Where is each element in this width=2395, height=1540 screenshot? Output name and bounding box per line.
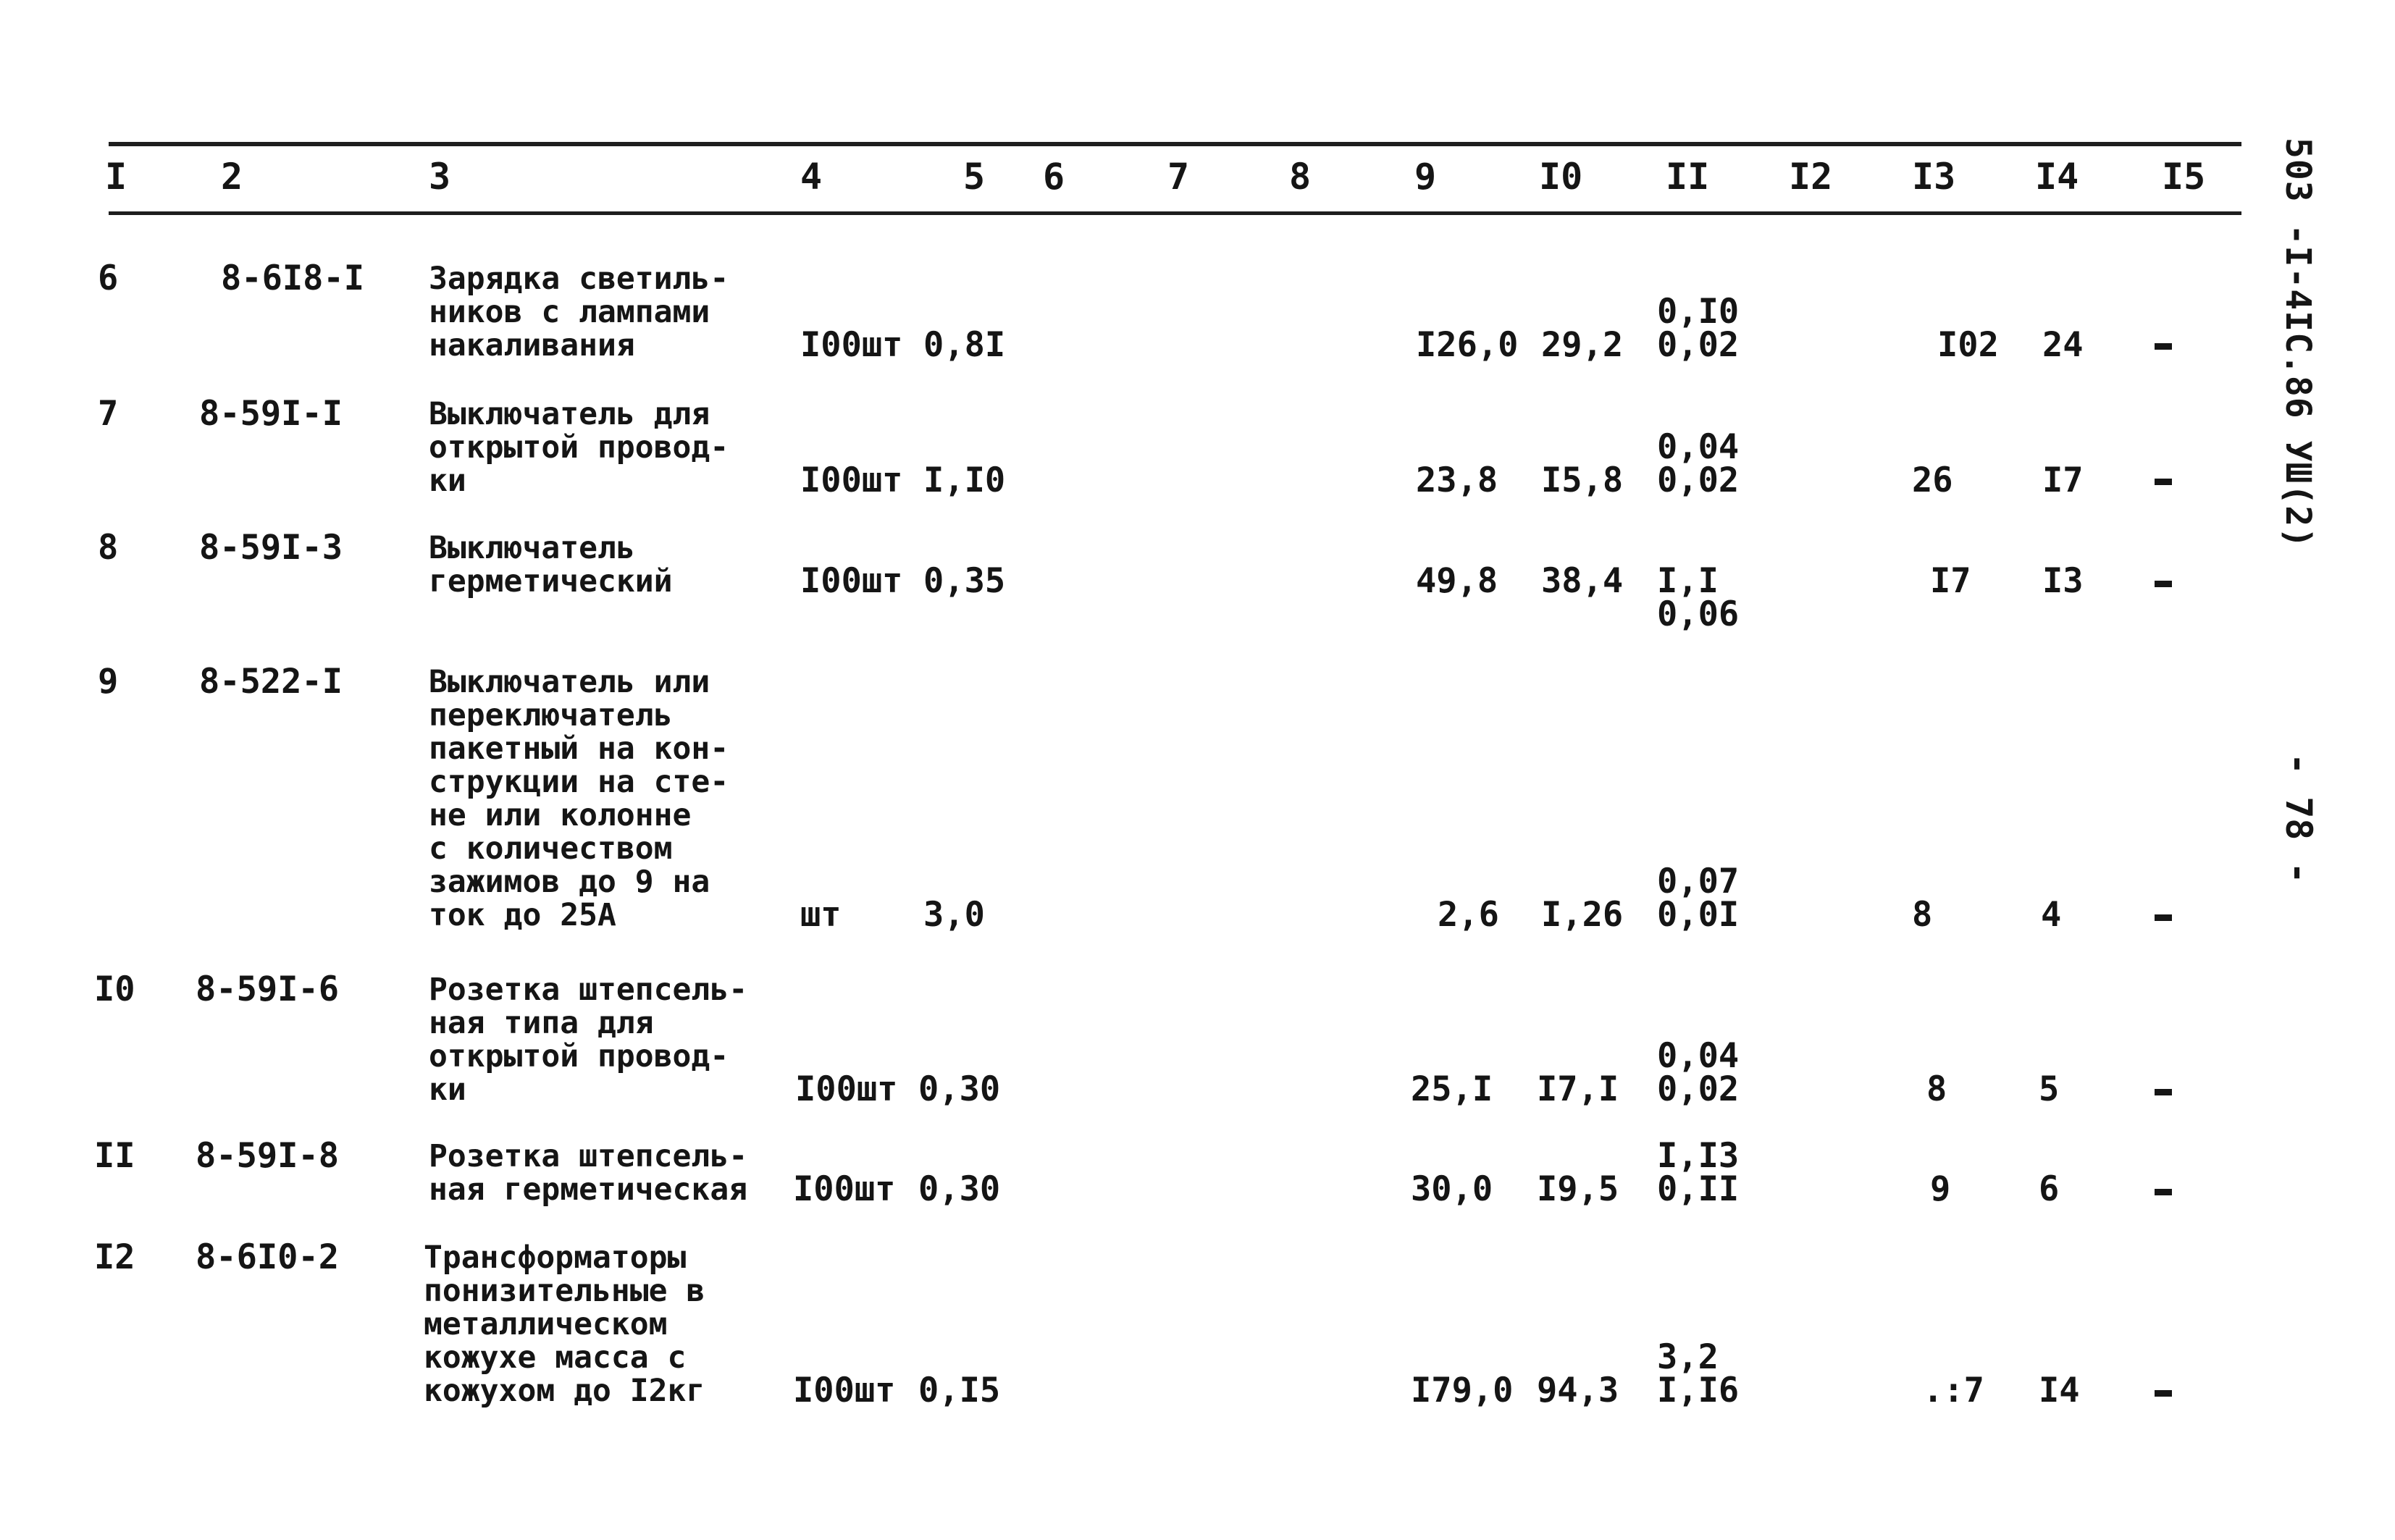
work-description: Розетка штепсель- ная типа для открытой провод- ки <box>429 972 748 1108</box>
col-header-12: I2 <box>1789 156 1833 198</box>
col-10-value: 38,4 <box>1541 561 1624 601</box>
col-14-value: 5 <box>2039 1069 2060 1109</box>
row-number: 7 <box>98 394 119 434</box>
col-11-fraction: 0,07 0,0I <box>1657 862 1740 935</box>
col-header-14: I4 <box>2035 156 2079 198</box>
rate-code: 8-59I-I <box>199 394 343 434</box>
col-11-fraction: 0,I0 0,02 <box>1657 292 1740 365</box>
quantity: 0,35 <box>923 561 1006 601</box>
document-code: 503 -I-4IC.86 УШ(2) <box>2278 138 2318 550</box>
col-13-value: 8 <box>1912 895 1933 935</box>
work-description: Выключатель или переключатель пакетный на кон- струкции на сте- не или колонне с количеством зажимов до 9 на ток до 25А <box>429 664 729 933</box>
col-10-value: I9,5 <box>1537 1169 1619 1209</box>
col-header-10: I0 <box>1539 156 1583 198</box>
quantity: 0,8I <box>923 325 1006 365</box>
row-number: 9 <box>98 662 119 702</box>
col-header-7: 7 <box>1167 156 1190 198</box>
unit: шт <box>800 895 842 935</box>
col-11-fraction: 0,04 0,02 <box>1657 427 1740 500</box>
table-top-rule <box>109 142 2241 146</box>
quantity: 0,30 <box>918 1169 1001 1209</box>
col-15-dash <box>2155 1089 2172 1095</box>
table-row <box>0 1137 2260 1224</box>
col-10-value: I5,8 <box>1541 460 1624 500</box>
col-header-4: 4 <box>800 156 823 198</box>
unit: I00шт <box>795 1069 898 1109</box>
col-11-fraction: 0,04 0,02 <box>1657 1036 1740 1109</box>
col-10-value: I7,I <box>1537 1069 1619 1109</box>
col-14-value: I3 <box>2042 561 2084 601</box>
row-number: 6 <box>98 258 119 298</box>
header-bottom-rule <box>109 211 2241 215</box>
col-9-value: 30,0 <box>1411 1169 1493 1209</box>
quantity: I,I0 <box>923 460 1006 500</box>
col-header-11: II <box>1666 156 1710 198</box>
unit: I00шт <box>800 460 903 500</box>
col-15-dash <box>2155 479 2172 485</box>
col-13-value: 8 <box>1926 1069 1947 1109</box>
quantity: 0,I5 <box>918 1371 1001 1410</box>
col-14-value: I4 <box>2039 1371 2080 1410</box>
col-13-value: I02 <box>1937 325 1999 365</box>
col-13-value: I7 <box>1930 561 1971 601</box>
unit: I00шт <box>800 325 903 365</box>
row-number: II <box>94 1136 135 1176</box>
unit: I00шт <box>793 1169 896 1209</box>
col-header-2: 2 <box>221 156 243 198</box>
table-row <box>0 1238 2260 1426</box>
col-9-value: I79,0 <box>1411 1371 1514 1410</box>
col-14-value: 24 <box>2042 325 2084 365</box>
quantity: 3,0 <box>923 895 985 935</box>
col-13-value: 9 <box>1930 1169 1951 1209</box>
col-15-dash <box>2155 343 2172 350</box>
work-description: Выключатель для открытой провод- ки <box>429 396 729 499</box>
col-10-value: 94,3 <box>1537 1371 1619 1410</box>
rate-code: 8-6I8-I <box>221 258 365 298</box>
table-row <box>0 662 2260 945</box>
col-15-dash <box>2155 581 2172 587</box>
col-header-3: 3 <box>429 156 451 198</box>
row-number: I0 <box>94 969 135 1009</box>
work-description: Выключатель герметический <box>429 530 673 599</box>
col-9-value: I26,0 <box>1416 325 1519 365</box>
col-9-value: 49,8 <box>1416 561 1498 601</box>
col-header-15: I5 <box>2162 156 2206 198</box>
col-13-value: 26 <box>1912 460 1953 500</box>
col-header-9: 9 <box>1414 156 1437 198</box>
page-number: - 78 - <box>2278 753 2320 884</box>
col-header-1: I <box>105 156 127 198</box>
work-description: Зарядка светиль- ников с лампами накаливания <box>429 261 729 363</box>
rate-code: 8-522-I <box>199 662 343 702</box>
col-header-13: I3 <box>1912 156 1956 198</box>
table-row <box>0 259 2260 368</box>
col-15-dash <box>2155 1189 2172 1195</box>
table-row <box>0 529 2260 637</box>
col-10-value: 29,2 <box>1541 325 1624 365</box>
col-header-6: 6 <box>1043 156 1065 198</box>
quantity: 0,30 <box>918 1069 1001 1109</box>
rate-code: 8-6I0-2 <box>196 1237 340 1277</box>
table-row <box>0 395 2260 503</box>
work-description: Розетка штепсель- ная герметическая <box>429 1138 748 1208</box>
col-13-value: .:7 <box>1923 1371 1984 1410</box>
col-11-fraction: 3,2 I,I6 <box>1657 1337 1740 1410</box>
unit: I00шт <box>800 561 903 601</box>
col-15-dash <box>2155 1390 2172 1397</box>
col-9-value: 2,6 <box>1438 895 1499 935</box>
rate-code: 8-59I-8 <box>196 1136 340 1176</box>
col-9-value: 23,8 <box>1416 460 1498 500</box>
col-14-value: 6 <box>2039 1169 2060 1209</box>
row-number: I2 <box>94 1237 135 1277</box>
unit: I00шт <box>793 1371 896 1410</box>
col-9-value: 25,I <box>1411 1069 1493 1109</box>
col-14-value: I7 <box>2042 460 2084 500</box>
col-11-fraction: I,I 0,06 <box>1657 561 1740 634</box>
row-number: 8 <box>98 528 119 568</box>
work-description: Трансформаторы понизительные в металлическом кожухе масса с кожухом до I2кг <box>424 1240 705 1409</box>
col-header-8: 8 <box>1289 156 1312 198</box>
col-15-dash <box>2155 914 2172 921</box>
table-row <box>0 970 2260 1115</box>
col-10-value: I,26 <box>1541 895 1624 935</box>
col-11-fraction: I,I3 0,II <box>1657 1136 1740 1209</box>
col-header-5: 5 <box>963 156 986 198</box>
rate-code: 8-59I-6 <box>196 969 340 1009</box>
rate-code: 8-59I-3 <box>199 528 343 568</box>
col-14-value: 4 <box>2041 895 2062 935</box>
